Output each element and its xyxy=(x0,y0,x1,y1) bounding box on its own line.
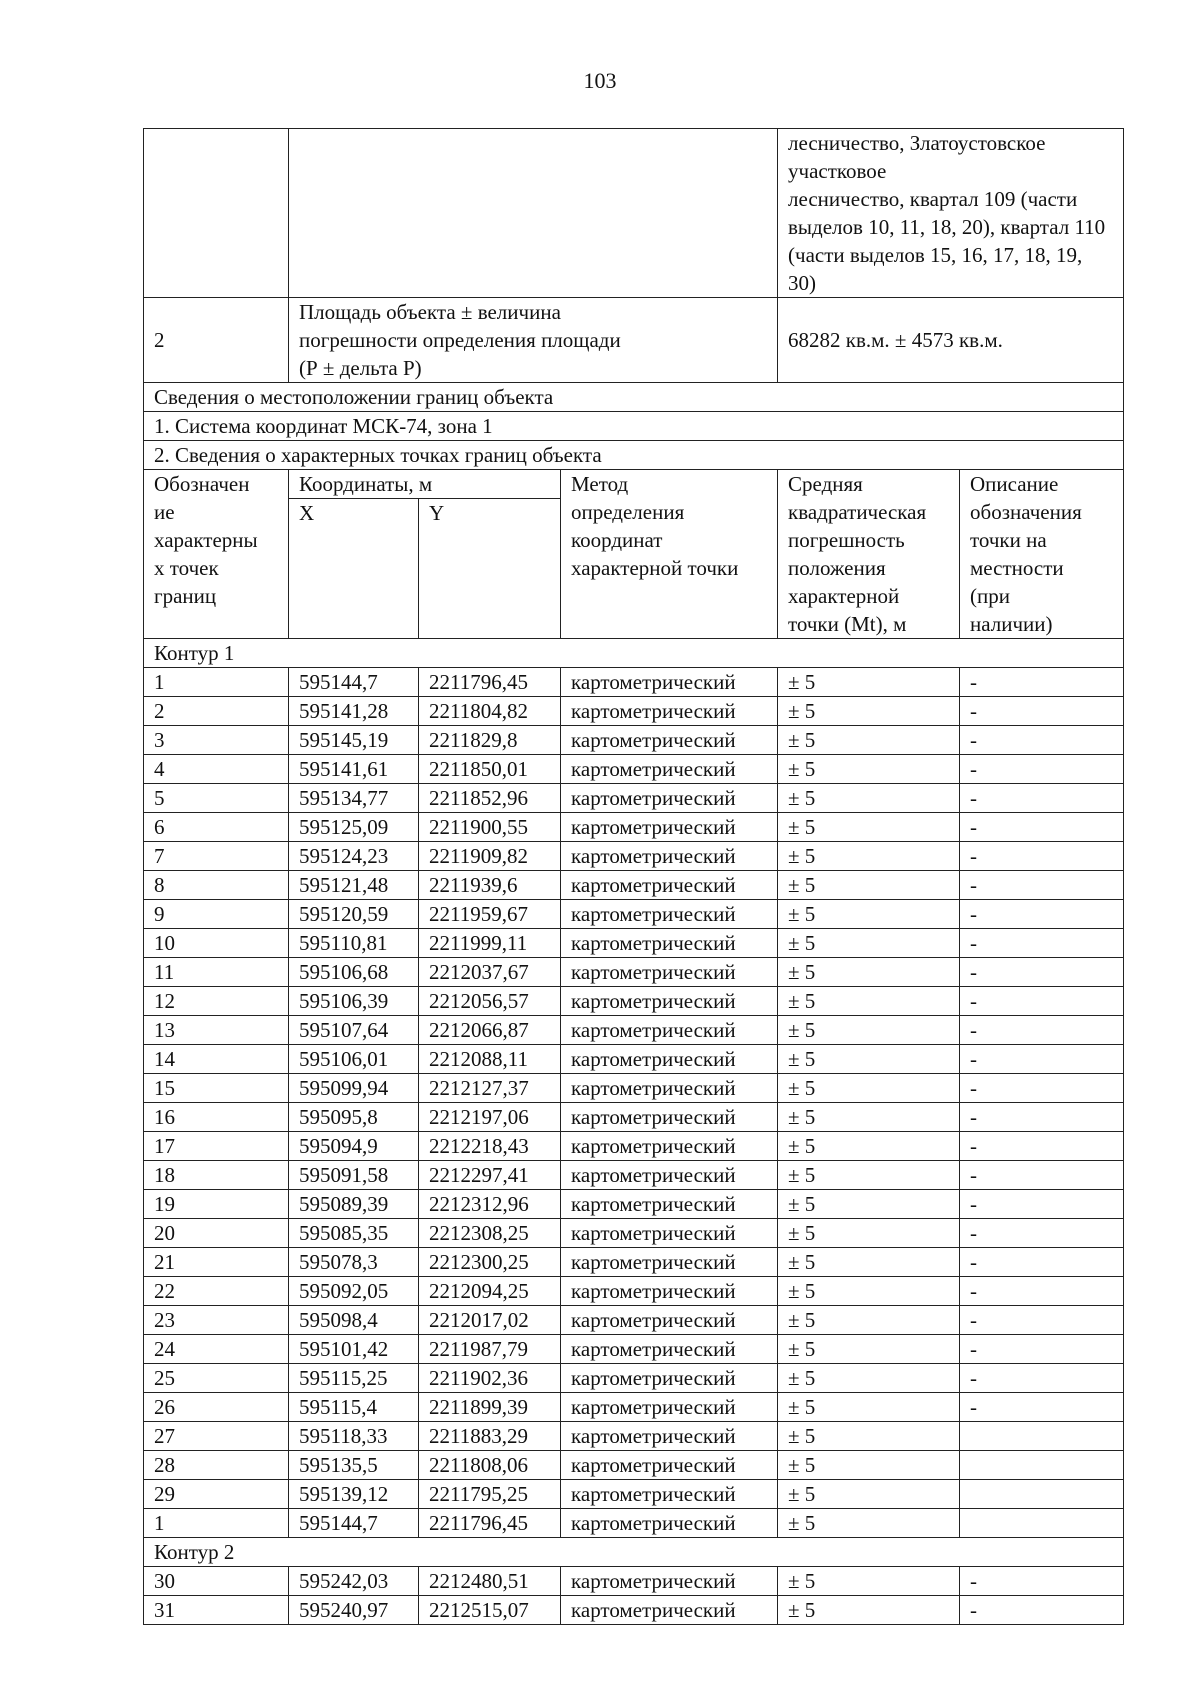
header-line: определения xyxy=(571,500,685,524)
point-number: 31 xyxy=(144,1596,289,1625)
point-x: 595110,81 xyxy=(289,929,419,958)
header-line: характерны xyxy=(154,528,258,552)
area-label xyxy=(289,298,778,383)
point-method: картометрический xyxy=(561,1480,778,1509)
point-row xyxy=(144,1480,1124,1509)
point-error: ± 5 xyxy=(778,900,960,929)
point-number: 6 xyxy=(144,813,289,842)
point-error: ± 5 xyxy=(778,1567,960,1596)
point-description: - xyxy=(960,813,1124,842)
header-line: характерной xyxy=(788,584,900,608)
header-line: наличии) xyxy=(970,612,1053,636)
point-x: 595134,77 xyxy=(289,784,419,813)
point-method: картометрический xyxy=(561,697,778,726)
point-y: 2211850,01 xyxy=(419,755,561,784)
point-description: - xyxy=(960,1393,1124,1422)
location-value-cell xyxy=(778,129,1124,298)
point-description xyxy=(960,1451,1124,1480)
point-error: ± 5 xyxy=(778,755,960,784)
location-line: выделов 10, 11, 18, 20), квартал 110 xyxy=(788,215,1106,239)
point-row xyxy=(144,1132,1124,1161)
point-error: ± 5 xyxy=(778,1422,960,1451)
point-row xyxy=(144,1016,1124,1045)
point-row xyxy=(144,755,1124,784)
point-number: 19 xyxy=(144,1190,289,1219)
point-description: - xyxy=(960,1335,1124,1364)
area-row xyxy=(144,298,1124,383)
point-number: 26 xyxy=(144,1393,289,1422)
header-line: квадратическая xyxy=(788,500,927,524)
point-error: ± 5 xyxy=(778,813,960,842)
point-description: - xyxy=(960,1306,1124,1335)
contour-1-title: Контур 1 xyxy=(144,639,1124,668)
point-x: 595115,25 xyxy=(289,1364,419,1393)
point-error: ± 5 xyxy=(778,1596,960,1625)
point-x: 595141,28 xyxy=(289,697,419,726)
header-line: х точек xyxy=(154,556,219,580)
point-error: ± 5 xyxy=(778,1132,960,1161)
point-error: ± 5 xyxy=(778,1306,960,1335)
point-row xyxy=(144,1596,1124,1625)
point-y: 2212480,51 xyxy=(419,1567,561,1596)
point-error: ± 5 xyxy=(778,929,960,958)
point-error: ± 5 xyxy=(778,697,960,726)
point-error: ± 5 xyxy=(778,1016,960,1045)
point-number: 20 xyxy=(144,1219,289,1248)
point-number: 22 xyxy=(144,1277,289,1306)
point-method: картометрический xyxy=(561,1219,778,1248)
section-title: Сведения о местоположении границ объекта xyxy=(144,383,1124,412)
point-y: 2211795,25 xyxy=(419,1480,561,1509)
point-number: 2 xyxy=(144,697,289,726)
point-description: - xyxy=(960,1074,1124,1103)
point-description: - xyxy=(960,987,1124,1016)
point-row xyxy=(144,1306,1124,1335)
coordinate-system: 1. Система координат МСК-74, зона 1 xyxy=(144,412,1124,441)
point-error: ± 5 xyxy=(778,1393,960,1422)
point-y: 2211796,45 xyxy=(419,1509,561,1538)
header-line: точки (Mt), м xyxy=(788,612,907,636)
point-number: 21 xyxy=(144,1248,289,1277)
point-row xyxy=(144,1248,1124,1277)
area-num: 2 xyxy=(144,298,289,383)
point-y: 2212312,96 xyxy=(419,1190,561,1219)
point-number: 13 xyxy=(144,1016,289,1045)
header-line: характерной точки xyxy=(571,556,739,580)
point-method: картометрический xyxy=(561,784,778,813)
location-num-cell xyxy=(144,129,289,298)
point-number: 1 xyxy=(144,1509,289,1538)
point-method: картометрический xyxy=(561,1451,778,1480)
point-row xyxy=(144,1335,1124,1364)
point-number: 17 xyxy=(144,1132,289,1161)
point-method: картометрический xyxy=(561,1277,778,1306)
point-description: - xyxy=(960,842,1124,871)
point-row xyxy=(144,726,1124,755)
header-line: Обозначен xyxy=(154,472,250,496)
point-y: 2212515,07 xyxy=(419,1596,561,1625)
header-x: X xyxy=(289,499,419,639)
point-method: картометрический xyxy=(561,755,778,784)
point-error: ± 5 xyxy=(778,1219,960,1248)
point-error: ± 5 xyxy=(778,1161,960,1190)
point-y: 2211900,55 xyxy=(419,813,561,842)
point-number: 25 xyxy=(144,1364,289,1393)
contour-title-row xyxy=(144,1538,1124,1567)
point-x: 595106,01 xyxy=(289,1045,419,1074)
point-row xyxy=(144,1451,1124,1480)
point-error: ± 5 xyxy=(778,1190,960,1219)
point-error: ± 5 xyxy=(778,668,960,697)
point-method: картометрический xyxy=(561,1306,778,1335)
point-row xyxy=(144,668,1124,697)
point-y: 2211808,06 xyxy=(419,1451,561,1480)
point-description: - xyxy=(960,1364,1124,1393)
point-number: 9 xyxy=(144,900,289,929)
point-method: картометрический xyxy=(561,1161,778,1190)
point-x: 595107,64 xyxy=(289,1016,419,1045)
point-number: 27 xyxy=(144,1422,289,1451)
point-number: 30 xyxy=(144,1567,289,1596)
point-method: картометрический xyxy=(561,900,778,929)
point-description: - xyxy=(960,755,1124,784)
section-row xyxy=(144,441,1124,470)
point-number: 8 xyxy=(144,871,289,900)
point-error: ± 5 xyxy=(778,871,960,900)
point-row xyxy=(144,929,1124,958)
point-row xyxy=(144,1509,1124,1538)
point-description: - xyxy=(960,1219,1124,1248)
point-number: 16 xyxy=(144,1103,289,1132)
point-y: 2211829,8 xyxy=(419,726,561,755)
point-row xyxy=(144,1190,1124,1219)
point-error: ± 5 xyxy=(778,1335,960,1364)
point-x: 595125,09 xyxy=(289,813,419,842)
point-y: 2211987,79 xyxy=(419,1335,561,1364)
header-error xyxy=(778,470,960,639)
point-description: - xyxy=(960,871,1124,900)
point-number: 15 xyxy=(144,1074,289,1103)
section-row xyxy=(144,383,1124,412)
area-label-line: Площадь объекта ± величина xyxy=(299,300,561,324)
point-method: картометрический xyxy=(561,1132,778,1161)
header-line: (при xyxy=(970,584,1010,608)
point-error: ± 5 xyxy=(778,784,960,813)
point-row xyxy=(144,1364,1124,1393)
point-y: 2211852,96 xyxy=(419,784,561,813)
point-y: 2212297,41 xyxy=(419,1161,561,1190)
point-row xyxy=(144,697,1124,726)
point-x: 595089,39 xyxy=(289,1190,419,1219)
header-line: положения xyxy=(788,556,886,580)
point-y: 2212308,25 xyxy=(419,1219,561,1248)
point-y: 2211902,36 xyxy=(419,1364,561,1393)
point-method: картометрический xyxy=(561,1190,778,1219)
point-x: 595106,68 xyxy=(289,958,419,987)
point-y: 2211999,11 xyxy=(419,929,561,958)
point-description xyxy=(960,1480,1124,1509)
point-description: - xyxy=(960,697,1124,726)
point-x: 595242,03 xyxy=(289,1567,419,1596)
point-number: 29 xyxy=(144,1480,289,1509)
header-line: координат xyxy=(571,528,663,552)
point-method: картометрический xyxy=(561,1074,778,1103)
point-description: - xyxy=(960,668,1124,697)
point-description: - xyxy=(960,784,1124,813)
location-label-cell xyxy=(289,129,778,298)
point-error: ± 5 xyxy=(778,1364,960,1393)
point-x: 595145,19 xyxy=(289,726,419,755)
point-description: - xyxy=(960,929,1124,958)
point-description: - xyxy=(960,1277,1124,1306)
point-number: 5 xyxy=(144,784,289,813)
point-y: 2211804,82 xyxy=(419,697,561,726)
point-x: 595099,94 xyxy=(289,1074,419,1103)
point-row xyxy=(144,987,1124,1016)
point-row xyxy=(144,1103,1124,1132)
point-method: картометрический xyxy=(561,813,778,842)
point-method: картометрический xyxy=(561,1016,778,1045)
point-method: картометрический xyxy=(561,871,778,900)
point-x: 595115,4 xyxy=(289,1393,419,1422)
point-row xyxy=(144,1074,1124,1103)
point-description: - xyxy=(960,1103,1124,1132)
point-x: 595118,33 xyxy=(289,1422,419,1451)
point-description xyxy=(960,1422,1124,1451)
point-number: 11 xyxy=(144,958,289,987)
point-number: 28 xyxy=(144,1451,289,1480)
location-line: лесничество, квартал 109 (части xyxy=(788,187,1078,211)
area-label-line: (Р ± дельта Р) xyxy=(299,356,422,380)
point-description: - xyxy=(960,1190,1124,1219)
point-y: 2212088,11 xyxy=(419,1045,561,1074)
point-number: 4 xyxy=(144,755,289,784)
point-x: 595098,4 xyxy=(289,1306,419,1335)
point-description: - xyxy=(960,900,1124,929)
point-method: картометрический xyxy=(561,987,778,1016)
point-x: 595139,12 xyxy=(289,1480,419,1509)
points-section-title: 2. Сведения о характерных точках границ объекта xyxy=(144,441,1124,470)
point-method: картометрический xyxy=(561,1422,778,1451)
point-y: 2211939,6 xyxy=(419,871,561,900)
point-y: 2211883,29 xyxy=(419,1422,561,1451)
point-description: - xyxy=(960,726,1124,755)
point-y: 2212127,37 xyxy=(419,1074,561,1103)
point-y: 2212066,87 xyxy=(419,1016,561,1045)
point-method: картометрический xyxy=(561,1364,778,1393)
point-row xyxy=(144,813,1124,842)
column-header-row xyxy=(144,470,1124,499)
point-method: картометрический xyxy=(561,1103,778,1132)
point-x: 595141,61 xyxy=(289,755,419,784)
point-row xyxy=(144,871,1124,900)
point-y: 2212218,43 xyxy=(419,1132,561,1161)
point-number: 18 xyxy=(144,1161,289,1190)
point-method: картометрический xyxy=(561,1393,778,1422)
point-method: картометрический xyxy=(561,1509,778,1538)
point-row xyxy=(144,1277,1124,1306)
header-line: Описание xyxy=(970,472,1059,496)
point-error: ± 5 xyxy=(778,1045,960,1074)
point-number: 12 xyxy=(144,987,289,1016)
point-y: 2212056,57 xyxy=(419,987,561,1016)
point-y: 2212037,67 xyxy=(419,958,561,987)
point-description: - xyxy=(960,958,1124,987)
point-y: 2211796,45 xyxy=(419,668,561,697)
point-y: 2212094,25 xyxy=(419,1277,561,1306)
point-x: 595095,8 xyxy=(289,1103,419,1132)
point-error: ± 5 xyxy=(778,1103,960,1132)
point-method: картометрический xyxy=(561,726,778,755)
area-value: 68282 кв.м. ± 4573 кв.м. xyxy=(778,298,1124,383)
point-x: 595135,5 xyxy=(289,1451,419,1480)
point-row xyxy=(144,784,1124,813)
point-error: ± 5 xyxy=(778,1074,960,1103)
point-y: 2212017,02 xyxy=(419,1306,561,1335)
point-description xyxy=(960,1509,1124,1538)
page-number: 103 xyxy=(583,68,617,93)
point-row xyxy=(144,842,1124,871)
point-y: 2211909,82 xyxy=(419,842,561,871)
point-x: 595106,39 xyxy=(289,987,419,1016)
point-method: картометрический xyxy=(561,1335,778,1364)
contour-2-title: Контур 2 xyxy=(144,1538,1124,1567)
point-method: картометрический xyxy=(561,929,778,958)
point-number: 3 xyxy=(144,726,289,755)
point-row xyxy=(144,1045,1124,1074)
point-x: 595085,35 xyxy=(289,1219,419,1248)
header-line: обозначения xyxy=(970,500,1082,524)
point-row xyxy=(144,1422,1124,1451)
point-row xyxy=(144,1393,1124,1422)
point-description: - xyxy=(960,1567,1124,1596)
header-line: Метод xyxy=(571,472,629,496)
point-x: 595101,42 xyxy=(289,1335,419,1364)
point-number: 1 xyxy=(144,668,289,697)
point-error: ± 5 xyxy=(778,1277,960,1306)
header-line: Средняя xyxy=(788,472,863,496)
point-method: картометрический xyxy=(561,958,778,987)
point-x: 595144,7 xyxy=(289,668,419,697)
point-row xyxy=(144,900,1124,929)
header-line: ие xyxy=(154,500,175,524)
point-error: ± 5 xyxy=(778,1480,960,1509)
point-number: 7 xyxy=(144,842,289,871)
point-y: 2212197,06 xyxy=(419,1103,561,1132)
header-designation xyxy=(144,470,289,639)
point-method: картометрический xyxy=(561,842,778,871)
point-number: 24 xyxy=(144,1335,289,1364)
location-line: лесничество, Златоустовское участковое xyxy=(788,131,1046,183)
point-x: 595144,7 xyxy=(289,1509,419,1538)
boundary-table xyxy=(143,128,1124,1625)
header-coordinates: Координаты, м xyxy=(289,470,561,499)
point-row xyxy=(144,1161,1124,1190)
point-method: картометрический xyxy=(561,1567,778,1596)
location-line: (части выделов 15, 16, 17, 18, 19, 30) xyxy=(788,243,1083,295)
point-method: картометрический xyxy=(561,1045,778,1074)
point-method: картометрический xyxy=(561,668,778,697)
point-row xyxy=(144,958,1124,987)
header-y: Y xyxy=(419,499,561,639)
header-line: погрешность xyxy=(788,528,905,552)
point-y: 2211959,67 xyxy=(419,900,561,929)
point-error: ± 5 xyxy=(778,987,960,1016)
point-x: 595094,9 xyxy=(289,1132,419,1161)
point-x: 595078,3 xyxy=(289,1248,419,1277)
header-line: точки на xyxy=(970,528,1047,552)
location-row xyxy=(144,129,1124,298)
header-line: местности xyxy=(970,556,1064,580)
point-number: 23 xyxy=(144,1306,289,1335)
point-error: ± 5 xyxy=(778,1509,960,1538)
header-description xyxy=(960,470,1124,639)
point-number: 14 xyxy=(144,1045,289,1074)
point-error: ± 5 xyxy=(778,842,960,871)
point-description: - xyxy=(960,1132,1124,1161)
point-description: - xyxy=(960,1161,1124,1190)
point-description: - xyxy=(960,1016,1124,1045)
point-x: 595121,48 xyxy=(289,871,419,900)
header-method xyxy=(561,470,778,639)
section-row xyxy=(144,412,1124,441)
point-x: 595091,58 xyxy=(289,1161,419,1190)
point-x: 595120,59 xyxy=(289,900,419,929)
point-number: 10 xyxy=(144,929,289,958)
header-line: границ xyxy=(154,584,217,608)
contour-title-row xyxy=(144,639,1124,668)
point-row xyxy=(144,1567,1124,1596)
point-method: картометрический xyxy=(561,1596,778,1625)
point-error: ± 5 xyxy=(778,726,960,755)
point-method: картометрический xyxy=(561,1248,778,1277)
point-error: ± 5 xyxy=(778,1248,960,1277)
point-error: ± 5 xyxy=(778,1451,960,1480)
point-y: 2212300,25 xyxy=(419,1248,561,1277)
point-error: ± 5 xyxy=(778,958,960,987)
point-row xyxy=(144,1219,1124,1248)
point-x: 595240,97 xyxy=(289,1596,419,1625)
point-x: 595124,23 xyxy=(289,842,419,871)
point-description: - xyxy=(960,1248,1124,1277)
area-label-line: погрешности определения площади xyxy=(299,328,621,352)
point-description: - xyxy=(960,1045,1124,1074)
point-description: - xyxy=(960,1596,1124,1625)
point-x: 595092,05 xyxy=(289,1277,419,1306)
point-y: 2211899,39 xyxy=(419,1393,561,1422)
